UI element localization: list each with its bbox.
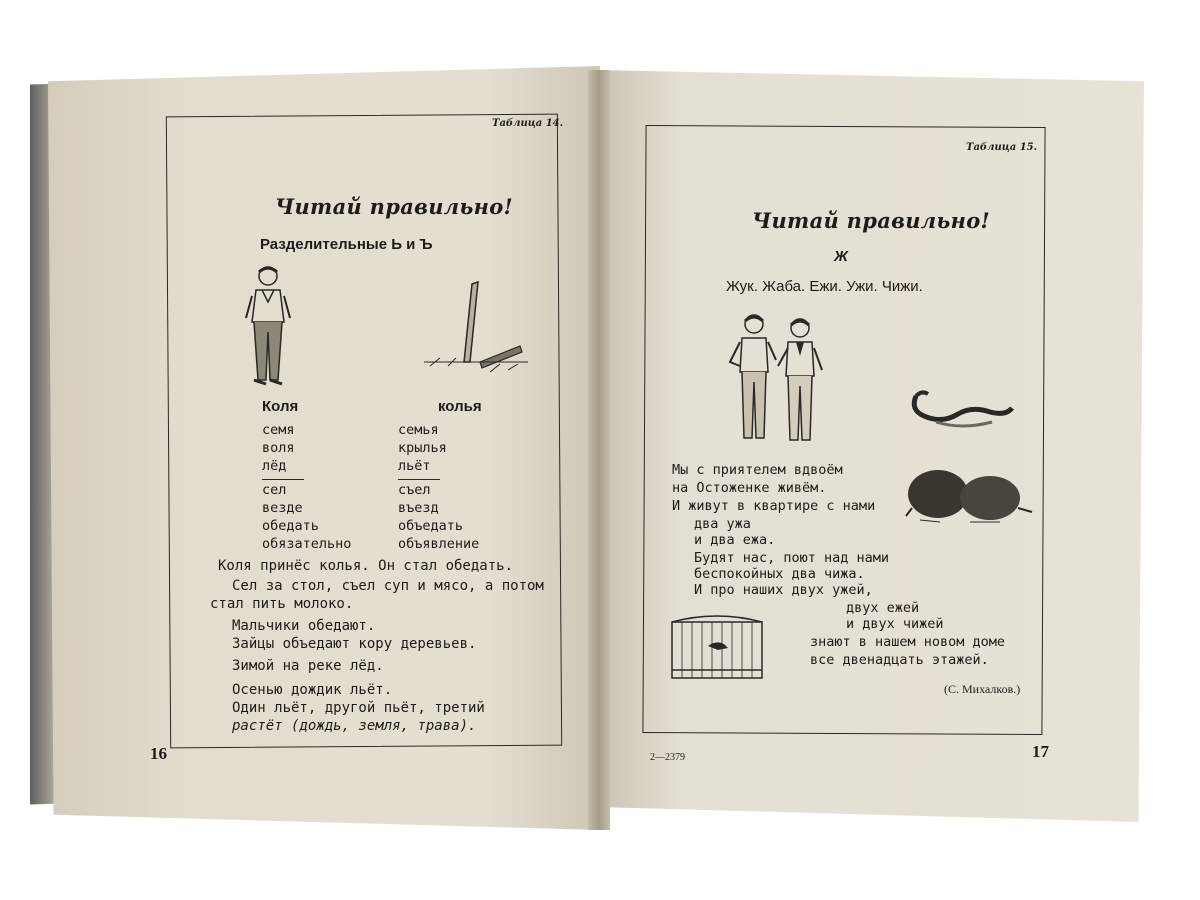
col3-word: обедать [262,518,319,534]
page-title: Читай правильно! [275,194,514,219]
text-line: Осенью дождик льёт. [232,682,393,698]
col3-word: сел [262,482,287,498]
text-line: Коля принёс колья. Он стал обедать. [218,558,514,574]
word-kolya: Коля [262,398,299,415]
snake-illustration [906,386,1016,436]
divider [398,479,440,480]
poem-line: два ужа [694,516,751,532]
page-title: Читай правильно! [752,208,991,233]
col4-word: объедать [398,518,464,534]
birdcage-illustration [668,612,768,682]
poem-line: двух ежей [846,600,920,616]
col1-word: воля [262,440,295,456]
col4-word: объявление [398,536,480,552]
poem-line: Будят нас, поют над нами [694,550,890,566]
col3-word: везде [262,500,303,516]
text-line: Мальчики обедают. [232,618,376,634]
page-number: 17 [1032,742,1049,761]
two-boys-illustration [722,310,832,450]
word-kolya-stakes: колья [438,398,482,415]
col2-word: семья [398,422,439,438]
poem-line: все двенадцать этажей. [810,652,989,668]
poem-line: и двух чижей [846,616,944,632]
poem-line: И живут в квартире с нами [672,498,876,514]
author: (С. Михалков.) [944,682,1021,696]
words-line: Жук. Жаба. Ежи. Ужи. Чижи. [726,278,923,295]
text-line: стал пить молоко. [210,596,354,612]
boy-illustration [240,262,296,392]
divider [262,479,304,480]
poem-line: беспокойных два чижа. [694,566,865,582]
text-line: Зимой на реке лёд. [232,658,384,674]
letter-heading: Ж [834,248,848,265]
page-number: 16 [150,744,167,763]
table-label: Таблица 15. [966,142,1038,153]
text-line: Один льёт, другой пьёт, третий [232,700,485,716]
col4-word: въезд [398,500,439,516]
poem-line: И про наших двух ужей, [694,582,873,598]
poem-line: Мы с приятелем вдвоём [672,462,843,478]
table-label: Таблица 14. [492,118,564,129]
text-line: Сел за стол, съел суп и мясо, а потом [232,578,544,594]
poem-line: и два ежа. [694,532,776,548]
poem-line: знают в нашем новом доме [810,634,1006,650]
col3-word: обязательно [262,536,352,552]
hedgehogs-illustration [900,464,1040,528]
col2-word: льёт [398,458,431,474]
col1-word: семя [262,422,295,438]
page-subtitle: Разделительные Ь и Ъ [260,236,433,253]
stakes-illustration [420,278,530,378]
col4-word: съел [398,482,431,498]
col1-word: лёд [262,458,287,474]
book-gutter [588,70,610,830]
print-code: 2—2379 [650,752,685,763]
text-line: растёт (дождь, земля, трава). [232,718,477,734]
col2-word: крылья [398,440,447,456]
text-line: Зайцы объедают кору деревьев. [232,636,477,652]
poem-line: на Остоженке живём. [672,480,827,496]
